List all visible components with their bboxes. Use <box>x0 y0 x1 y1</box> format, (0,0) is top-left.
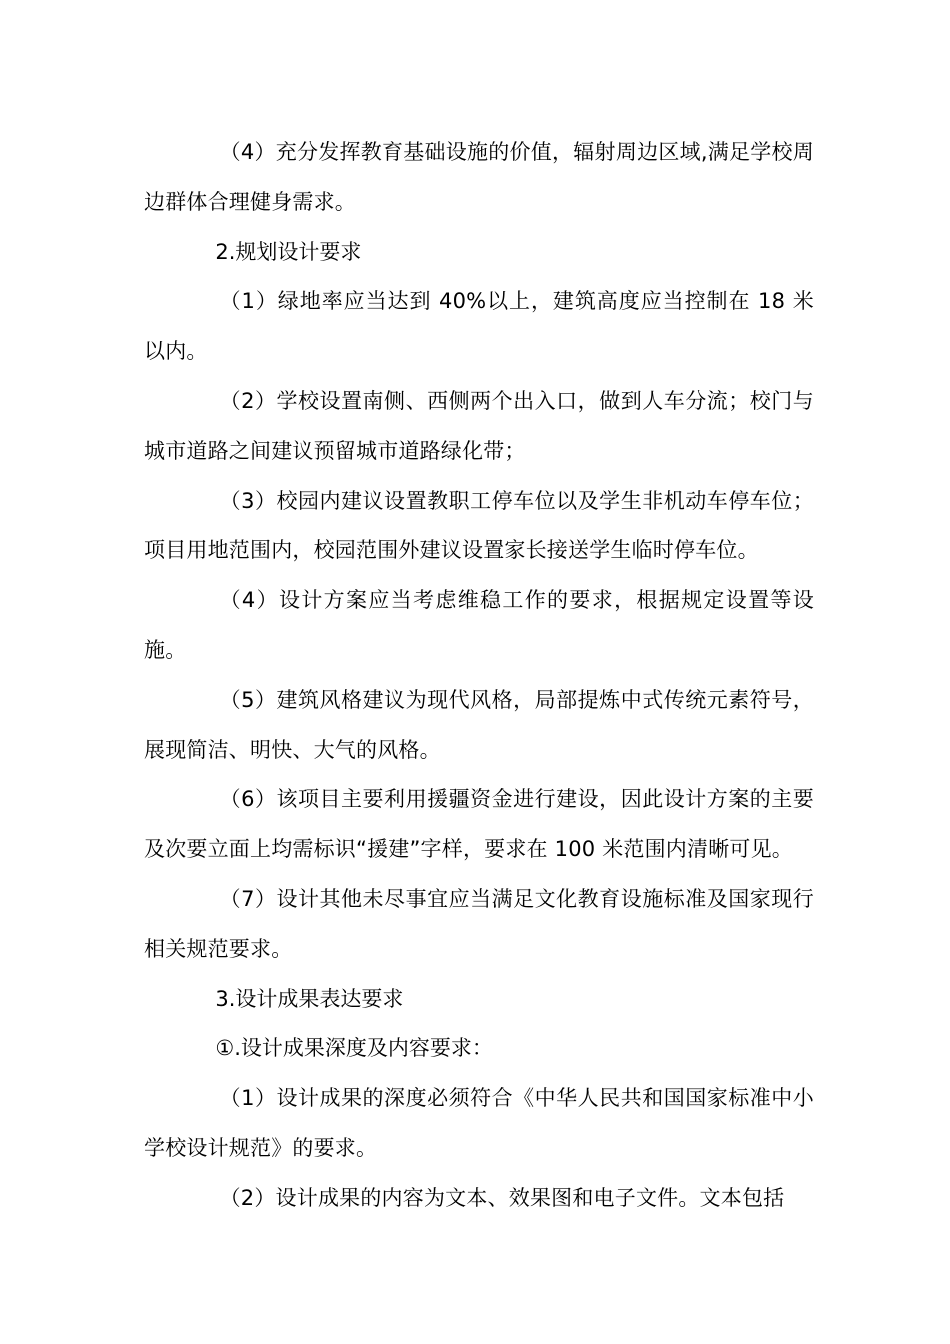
document-body <box>144 128 814 1224</box>
section-heading-planning: 2.规划设计要求 <box>215 239 362 264</box>
section-heading-deliverables: 3.设计成果表达要求 <box>215 986 404 1011</box>
paragraph-green-rate: （1）绿地率应当达到 40%以上，建筑高度应当控制在 18 米以内。 <box>144 289 814 364</box>
paragraph-other-matters: （7）设计其他未尽事宜应当满足文化教育设施标准及国家现行相关规范要求。 <box>144 886 814 961</box>
paragraph-aid-signage: （6）该项目主要利用援疆资金进行建设，因此设计方案的主要及次要立面上均需标识“援建”字样，要求在 100 米范围内清晰可见。 <box>144 787 814 862</box>
paragraph-parking: （3）校园内建议设置教职工停车位以及学生非机动车停车位；项目用地范围内，校园范围外建议设置家长接送学生临时停车位。 <box>144 488 814 563</box>
paragraph-stability: （4）设计方案应当考虑维稳工作的要求，根据规定设置等设施。 <box>144 588 814 662</box>
paragraph-depth-standard: （1）设计成果的深度必须符合《中华人民共和国国家标准中小学校设计规范》的要求。 <box>144 1086 814 1160</box>
subheading-depth-content: ①.设计成果深度及内容要求： <box>215 1036 493 1061</box>
paragraph-style: （5）建筑风格建议为现代风格，局部提炼中式传统元素符号，展现简洁、明快、大气的风格。 <box>144 687 814 762</box>
paragraph-deliverable-contents: （2）设计成果的内容为文本、效果图和电子文件。文本包括 <box>219 1185 785 1210</box>
paragraph-entrances: （2）学校设置南侧、西侧两个出入口，做到人车分流；校门与城市道路之间建议预留城市道路绿化带； <box>144 388 814 463</box>
paragraph-item-4-fitness: （4）充分发挥教育基础设施的价值，辐射周边区域,满足学校周边群体合理健身需求。 <box>144 140 814 214</box>
